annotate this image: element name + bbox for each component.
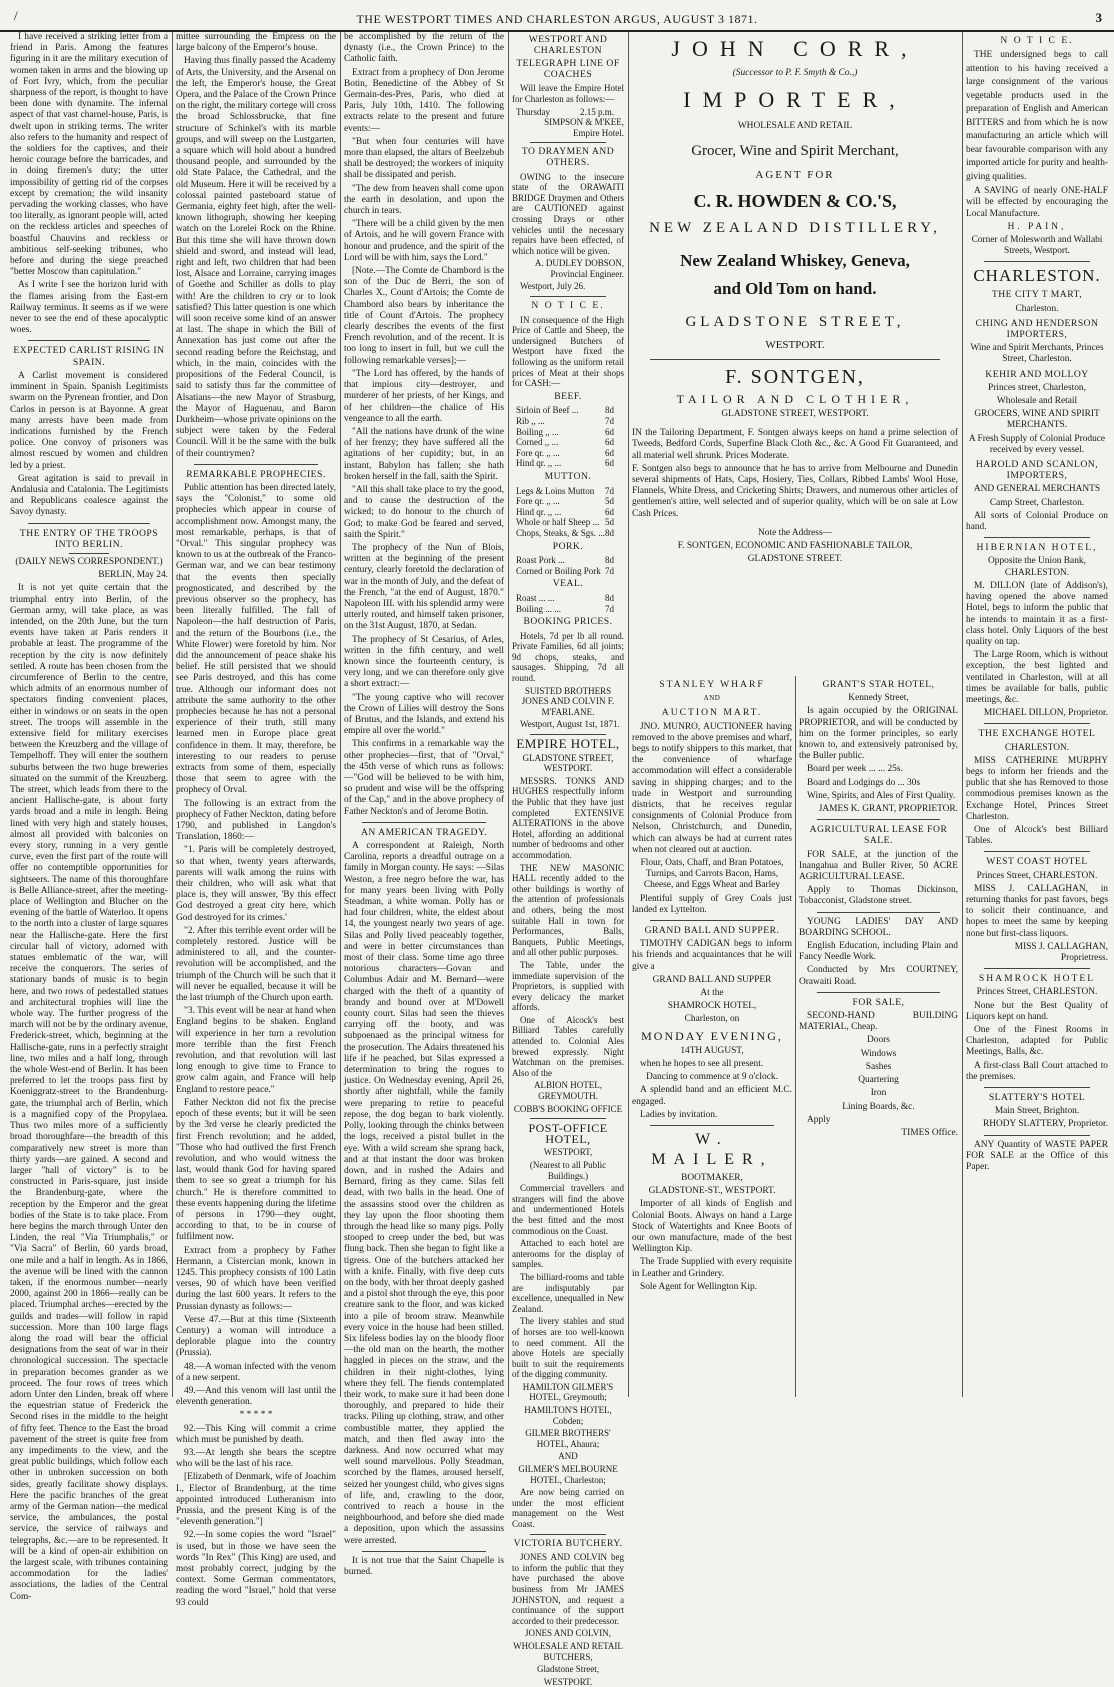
prophecy-paragraph: This confirms in a remarkable way the other prophecies—first, that of "Orval," the 45th verse of which runs as follows:—"God will be believed to be with him, so prudent and wise will be the offspring of the Cap," and in the above prophecy of Father Neckton's and of Jerome Botin. bbox=[344, 739, 504, 817]
for-sale-text: SECOND-HAND BUILDING MATERIAL, Cheap. bbox=[799, 1011, 958, 1033]
prophecy-paragraph: "3. This event will be near at hand when England begins to be shaken. England will experience in her turn a revolution more terrible than the first French revolution, and that revolution will last long enough to give time to France to grow calm again, and France will help England to restore peace." bbox=[176, 1006, 336, 1095]
corr-sontgen-ads bbox=[632, 32, 958, 672]
headline-prophecies: REMARKABLE PROPHECIES. bbox=[186, 468, 326, 480]
butchers-signature: SUISTED BROTHERS JONES AND COLVIN F. M'FARLANE. bbox=[521, 685, 615, 717]
hotel-list-item: HAMILTON GILMER'S HOTEL, Greymouth; bbox=[522, 1381, 614, 1403]
sale-item: Lining Boards, &c. bbox=[842, 1101, 915, 1112]
price-item: Legs & Loins Mutton bbox=[516, 485, 595, 496]
auction-mart-title: AUCTION MART. bbox=[661, 707, 763, 719]
grand-ball-text-2: when he hopes to see all present. bbox=[640, 1058, 764, 1069]
grand-ball-at: At the bbox=[700, 988, 724, 999]
victoria-butchery-sig: JONES AND COLVIN, bbox=[525, 1628, 611, 1639]
prophecy-verse: Verse 47.—But at this time (Sixteenth Century) a woman will introduce a deplorable plague into the country (Prussia). bbox=[176, 1314, 336, 1359]
column-4 bbox=[512, 32, 624, 1687]
saint-chapelle-note: It is not true that the Saint Chapelle is burned. bbox=[344, 1555, 504, 1578]
column-rule bbox=[340, 32, 341, 1397]
column-3 bbox=[344, 32, 504, 1578]
divider bbox=[984, 1135, 1090, 1136]
sale-item: Quartering bbox=[858, 1075, 899, 1086]
saving-text: A SAVING of nearly ONE-HALF will be effected by encouraging the Local Manufacture. bbox=[966, 186, 1108, 219]
sale-item: Doors bbox=[867, 1035, 890, 1046]
column-6 bbox=[966, 32, 1108, 1399]
prophecy-paragraph: "The dew from heaven shall come upon the earth in desolation, and upon the church in tears. bbox=[344, 183, 504, 217]
butchers-notice-title: N O T I C E. bbox=[531, 300, 605, 312]
divider bbox=[530, 296, 606, 297]
slattery-street: Main Street, Brighton. bbox=[994, 1106, 1080, 1117]
price-value: 8d bbox=[605, 592, 614, 603]
price-value: 8d bbox=[605, 527, 614, 538]
berlin-continued: mittee surrounding the Empress on the large balcony of the Emperor's house. bbox=[176, 32, 336, 54]
price-row bbox=[512, 604, 624, 615]
distillery-title: NEW ZEALAND DISTILLERY, bbox=[649, 219, 941, 236]
stars-separator: * * * * * bbox=[239, 1410, 273, 1421]
prophecy-paragraph: Public attention has been directed lately, says the "Colonist," to some old prophecies which appear in course of accomplishment now. Amongst many, the most remarkable, perhaps, is that of "Orval." This singular prophecy was known to us at the outbreak of the Franco-German war, and we can bear testimony that the events then specially prognosticated, and described by the previous observer so the prophecy, has been literally fulfilled. The fall of Napoleon—the half destruction of Paris, and the return of the Bourbons (i.e., the White Flower) were foretold by him. Nor did the announcement of peace shake his belief. He still persisted that we should see Paris destroyed, and this has come true. Although our informant does not attribute the same authority to the other prophecies because he has not a personal experience of their truth, still many learned men in Europe place great confidence in them. It may, therefore, be interesting to our readers to peruse extracts from some of them, especially those that seem to agree with the prophecy of Orval. bbox=[176, 482, 336, 796]
price-item: Roast Pork ... bbox=[516, 555, 565, 566]
price-item: Roast ... ... bbox=[516, 592, 555, 603]
pork-price-list bbox=[512, 555, 624, 576]
john-corr-title: JOHN CORR, bbox=[671, 36, 919, 61]
column-rule bbox=[962, 32, 963, 1397]
price-row bbox=[512, 427, 624, 438]
divider bbox=[362, 822, 486, 823]
whiskey-line: New Zealand Whiskey, Geneva, bbox=[680, 250, 910, 270]
victoria-butchery-sig-3: Gladstone Street, bbox=[537, 1664, 599, 1675]
exchange-hotel-title: THE EXCHANGE HOTEL bbox=[978, 728, 1096, 740]
sale-apply: Apply bbox=[807, 1114, 831, 1125]
price-row bbox=[512, 496, 624, 507]
column-rule bbox=[172, 32, 173, 1397]
veal-heading: VEAL. bbox=[552, 578, 584, 590]
price-row bbox=[512, 528, 624, 539]
price-row bbox=[512, 405, 624, 416]
column-5a bbox=[632, 676, 792, 1399]
price-item: Fore qr. ,, ... bbox=[516, 447, 560, 458]
coach-day: Thursday bbox=[516, 106, 550, 117]
hotel-list-item: AND bbox=[558, 1451, 578, 1462]
divider bbox=[362, 1551, 486, 1552]
price-value: 6d bbox=[605, 458, 614, 469]
prophecy-continued: be accomplished by the return of the dynasty (i.e., the Crown Prince) to the Catholic faith. bbox=[344, 32, 504, 65]
hibernian-subtitle: Opposite the Union Bank, CHARLESTON. bbox=[988, 556, 1086, 578]
harold-merchants: AND GENERAL MERCHANTS bbox=[973, 484, 1101, 495]
pain-name: H. PAIN, bbox=[1007, 221, 1067, 232]
price-item: Chops, Steaks, & Sgs. ... bbox=[516, 527, 606, 538]
draymen-signature: A. DUDLEY DOBSON, Provincial Engineer. bbox=[534, 258, 624, 279]
price-value: 6d bbox=[605, 506, 614, 517]
agricultural-lease-title: AGRICULTURAL LEASE FOR SALE. bbox=[809, 824, 948, 847]
prophecy-paragraph: "But when four centuries will have more than elapsed, the altars of Beelzebub shall be destroyed; the workers of iniquity shall be dissipated and perish. bbox=[344, 136, 504, 181]
victoria-butchery-title: VICTORIA BUTCHERY. bbox=[513, 1537, 623, 1549]
draymen-text: OWING to the insecure state of the ORAWAITI BRIDGE Draymen and Others are CAUTIONED against crossing Drays or other vehicles until the necessary repairs have been effected, of which notice will be given. bbox=[512, 171, 624, 256]
mailer-title: W. MAILER, bbox=[651, 1130, 773, 1168]
howden-title: C. R. HOWDEN & CO.'S, bbox=[693, 190, 897, 211]
bitters-notice-text: THE undersigned begs to call attention to his having received a large consignment of the various vegetable products used in the preparation of English and American BITTERS and from which he is now manufacturing an article which will bear favourable comparison with any imported article for purity and health-giving qualities. bbox=[966, 50, 1108, 182]
empire-hotel-text-4: One of Alcock's best Billiard Tables carefully attended to. Colonial Ales brewed expressly. Night Watchman on the premises. Also of the bbox=[512, 1014, 624, 1078]
empire-hotel-text-2: THE NEW MASONIC HALL recently added to the other buildings is worthy of the attention of professionals and others, being the most suitable Hall in town for Performances, Balls, Banquets, Public Meetings, and all other public purposes. bbox=[512, 862, 624, 958]
carlist-paragraph: A Carlist movement is considered imminent in Spain. Spanish Legitimists swarm on the Pyrenean frontier, and Don Carlos in person is at Bayonne. A great many arrests have been made from indications furnished by the French police. One convoy of prisoners was almost rescued by women and children led by a priest. bbox=[10, 370, 168, 471]
butchers-notice-text: IN consequence of the High Price of Cattle and Sheep, the undersigned Butchers of Westport have fixed the following as the uniform retail prices of Meat at their shops for CASH:— bbox=[512, 314, 624, 389]
price-row bbox=[512, 566, 624, 577]
price-value: 8d bbox=[605, 405, 614, 416]
headline-berlin: THE ENTRY OF THE TROOPS INTO BERLIN. bbox=[19, 527, 159, 550]
column-1 bbox=[10, 32, 168, 1602]
dillon-signature: MICHAEL DILLON, Proprietor. bbox=[983, 708, 1108, 719]
price-row bbox=[512, 555, 624, 566]
young-ladies-text: English Education, including Plain and Fancy Needle Work. bbox=[799, 941, 958, 963]
exchange-hotel-town: CHARLESTON. bbox=[1004, 742, 1070, 753]
old-tom-line: and Old Tom on hand. bbox=[713, 278, 877, 298]
grant-hotel-street: Kennedy Street, bbox=[848, 693, 909, 704]
headline-tragedy: AN AMERICAN TRAGEDY. bbox=[360, 826, 488, 838]
coach-time: 2.15 p.m. bbox=[579, 106, 614, 117]
city-t-mart-town: Charleston. bbox=[1015, 303, 1059, 314]
price-value: 8d bbox=[605, 555, 614, 566]
post-office-hotel-text-3: The billiard-rooms and table are indisputably par excellence, unequalled in New Zealand. bbox=[512, 1271, 624, 1314]
sontgen-economic: F. SONTGEN, ECONOMIC AND FASHIONABLE TAILOR, bbox=[677, 541, 913, 552]
slattery-signature: RHODY SLATTERY, Proprietor. bbox=[982, 1119, 1108, 1130]
kehir-street: Princes street, Charleston, bbox=[988, 382, 1086, 393]
john-corr-successor: (Successor to P. F. Smyth & Co.,) bbox=[732, 68, 858, 78]
sontgen-text-2: F. Sontgen also begs to announce that he has to arrive from Melbourne and Dunedin several shipments of Hats, Caps, Hosiery, Ties, Collars, Ribbed Lambs' Wool Hose, Flannels, White Dress, and Cricketing Shirts; Drawers, and numerous other articles of gentlemen's attire, well selected and of superior quality, which will be on sale at Low Cash Prices. bbox=[632, 463, 958, 519]
young-ladies-conducted: Conducted by Mrs COURTNEY, Orawaiti Road. bbox=[799, 965, 958, 987]
paris-letter-paragraph: I have received a striking letter from a friend in Paris. Among the features figuring in it are the military execution of women taken in arms and the blowing up of Fort Ivry, which, from the peculiar sharpness of the report, is thought to have been done with dynamite. The infernal aspect of that vast charnel-house, Paris, is dwelt upon in striking terms. The writer also refers to the humanity and respect of the soldiers for the captives, and their heroic courage before the barricades, and in doing firemen's duty; the utter impossibility of getting rid of the corpses except by cremation; the wild insanity pervading the working classes, who have too literally, as ignorant people will, acted on the reckless articles and speeches of boastful Chauvins and reckless or ambitious self-seeking tribunes, who before and during the siege preached "better Moscow than capitulation." bbox=[10, 32, 168, 278]
divider bbox=[530, 1534, 606, 1535]
column-5b bbox=[799, 676, 958, 1399]
munro-produce: Flour, Oats, Chaff, and Bran Potatoes, Turnips, and Carrots Bacon, Hams, Cheese, and Eggs Wheat and Barley bbox=[640, 858, 784, 891]
munro-coal: Plentiful supply of Grey Coals just landed ex Lyttelton. bbox=[632, 893, 792, 915]
grand-ball-name: GRAND BALL AND SUPPER bbox=[652, 974, 772, 985]
sontgen-title: F. SONTGEN, bbox=[725, 365, 865, 388]
prophecy-verse: 48.—A woman infected with the venom of a new serpent. bbox=[176, 1361, 336, 1383]
post-office-hotel-text-2: Attached to each hotel are anterooms for the display of samples. bbox=[512, 1238, 624, 1270]
prophecy-paragraph: The prophecy of St Cesarius, of Arles, written in the fifth century, and well known since the fourteenth century, is very long, and we can therefore only give a short extract:— bbox=[344, 634, 504, 690]
grand-ball-text-5: Ladies by invitation. bbox=[640, 1109, 718, 1120]
column-rule bbox=[628, 32, 629, 1397]
coach-ad-text: Will leave the Empire Hotel for Charleston as follows:— bbox=[512, 83, 624, 104]
shamrock-text-3: A first-class Ball Court attached to the premises. bbox=[966, 1060, 1108, 1082]
ching-title: CHING AND HENDERSON IMPORTERS, bbox=[975, 317, 1099, 341]
grant-signature: JAMES K. GRANT, PROPRIETOR. bbox=[818, 804, 958, 815]
price-row bbox=[512, 437, 624, 448]
empire-hotel-title: EMPIRE HOTEL, bbox=[516, 736, 620, 752]
post-office-hotel-text: Commercial travellers and strangers will find the above and undermentioned Hotels the best fitted and the most commodious on the Coast. bbox=[512, 1183, 624, 1236]
harold-street: Camp Street, Charleston. bbox=[989, 497, 1085, 508]
post-office-hotel-text-4: The livery stables and stud of horses are too well-known to need comment. All the above Hotels are specially built to suit the requirements of the digging community. bbox=[512, 1316, 624, 1380]
price-value: 7d bbox=[605, 416, 614, 426]
murphy-text-2: One of Alcock's best Billiard Tables. bbox=[966, 824, 1108, 847]
prophecy-verse: 92.—In some copies the word "Israel" is used, but in those we have seen the words "In Rex" (This King) are used, and most probably correct, judging by the context. Some German commentators, reading the word "Israel," hold that verse 93 could bbox=[176, 1530, 336, 1608]
callaghan-text: MISS J. CALLAGHAN, in returning thanks for past favors, begs to solicit their continuance, and hopes to meet the same by keeping none but first-class liquors. bbox=[966, 883, 1108, 939]
prophecy-paragraph: Father Neckton did not fix the precise epoch of these events; but it will be seen by the 3rd verse he clearly predicted the first French revolution; and he added, "Those who had outlived the first French revolution, and who would witness the last, would thank God for having spared them to see so great a triumph for his church." He is therefore committed to these events happening during the lifetime of persons in 1790—they ought, according to that, to be in course of fulfilment now. bbox=[176, 1097, 336, 1243]
dillon-text: M. DILLON (late of Addison's), having opened the above named Hotel, begs to inform the public that he intends to maintain it as a first-class hotel. Only Liquors of the best quality on tap. bbox=[966, 580, 1108, 647]
divider bbox=[817, 819, 940, 820]
empire-hotel-text: MESSRS. TONKS AND HUGHES respectfully inform the Public that they have just completed EXTENSIVE ALTERATIONS in the above Hotel, affording an additional number of bedrooms and other accommodation. bbox=[512, 775, 624, 860]
pork-heading: PORK. bbox=[552, 540, 584, 552]
prophecy-verse: 93.—At length she bears the sceptre who will be the last of his race. bbox=[176, 1447, 336, 1470]
prophecy-note: [Note.—The Comte de Chambord is the son of the Duc de Berri, the son of Charles X., Count d'Artois; the Comte de Chambord also bears by inheritance the title of Count d'Artois. The prophecy clearly describes the events of the first French revolution, and of the recent. It is too long to insert in full, but we cull the following remarkable verses];— bbox=[344, 266, 504, 366]
divider bbox=[984, 537, 1090, 538]
post-office-hotel-town: WESTPORT, bbox=[543, 1147, 593, 1158]
city-t-mart: THE CITY T MART, bbox=[991, 289, 1083, 301]
young-ladies-school: YOUNG LADIES' DAY AND BOARDING SCHOOL. bbox=[799, 916, 958, 938]
coach-schedule-row bbox=[512, 107, 624, 118]
harold-title: HAROLD AND SCANLON, IMPORTERS, bbox=[975, 459, 1099, 482]
note-address: Note the Address— bbox=[758, 527, 832, 538]
hotel-list-item: GILMER BROTHERS' HOTEL, Ahaura; bbox=[525, 1428, 611, 1449]
booking-text: Hotels, 7d per lb all round. Private Families, 6d all joints; 9d chops, steaks, and sausages. Shipping, 7d all round. bbox=[512, 630, 624, 684]
grand-ball-title: GRAND BALL AND SUPPER. bbox=[644, 925, 780, 937]
prophecy-paragraph: Extract from a prophecy of Don Jerome Botin, Benedictine of the Abbey of St Germain-des-Pres, Paris, who died at Paris, July 10th, 1410. The following extracts relate to the present and future events:— bbox=[344, 67, 504, 134]
beef-heading: BEEF. bbox=[554, 390, 582, 402]
kehir-supply: A Fresh Supply of Colonial Produce received by every vessel. bbox=[968, 433, 1106, 455]
beef-price-list bbox=[512, 405, 624, 469]
draymen-title: TO DRAYMEN AND OTHERS. bbox=[521, 146, 615, 168]
callaghan-signature: MISS J. CALLAGHAN, Proprietress. bbox=[1014, 941, 1108, 963]
prophecy-paragraph: "All the nations have drunk of the wine of her frenzy; they have suffered all the agitations of her cupidity; but, in an instant, Babylon has fallen; she hath broken herself in the fall, saith the Spirit. bbox=[344, 426, 504, 482]
charleston-heading: CHARLESTON. bbox=[973, 266, 1101, 286]
kehir-title: KEHIR AND MOLLOY bbox=[985, 368, 1089, 380]
divider bbox=[984, 723, 1090, 724]
price-item: Boiling ... ... bbox=[516, 603, 562, 614]
divider bbox=[817, 912, 940, 913]
price-item: Sirloin of Beef ... bbox=[516, 405, 579, 416]
waste-paper-ad: ANY Quantity of WASTE PAPER FOR SALE at the Office of this Paper. bbox=[966, 1139, 1108, 1173]
dillon-text-2: The Large Room, which is without exception, the best lighted and ventilated in Charleston, will at all times be available for balls, public meetings, &c. bbox=[966, 650, 1108, 705]
divider bbox=[530, 1118, 606, 1119]
prophecy-verse: 92.—This King will commit a crime which must be punished by death. bbox=[176, 1423, 336, 1445]
veal-price-list bbox=[512, 593, 624, 614]
mailer-text-2: The Trade Supplied with every requisite in Leather and Grindery. bbox=[632, 1257, 792, 1279]
price-item: Boiling ,, ... bbox=[516, 426, 559, 437]
price-row bbox=[512, 593, 624, 604]
masthead-bar bbox=[0, 6, 1114, 32]
west-coast-hotel-street: Princes Street, CHARLESTON. bbox=[976, 870, 1098, 881]
prophecy-paragraph: "1. Paris will be completely destroyed, so that when, twenty years afterwards, parents will walk among the ruins with their children, who will ask what that place is, they will answer, 'By this effect God destroyed a great city here, which God destroyed for its crimes.' bbox=[176, 845, 336, 923]
grant-hotel-title: GRANT'S STAR HOTEL, bbox=[822, 679, 935, 690]
prophecy-paragraph: "There will be a child given by the men of Artois, and he will govern France with honour and prudence, and the spirit of the Lord will be with him, says the Lord." bbox=[344, 219, 504, 263]
shamrock-hotel-street: Princes Street, CHARLESTON. bbox=[976, 987, 1098, 998]
page-number: 3 bbox=[1095, 10, 1102, 25]
divider bbox=[530, 142, 606, 143]
price-value: 7d bbox=[605, 565, 614, 576]
bitters-notice-title: N O T I C E. bbox=[1000, 35, 1074, 46]
carlist-paragraph-2: Great agitation is said to prevail in Andalusia and Catalonia. The Legitimists and Republicans coalesce against the Savoy dynasty. bbox=[10, 473, 168, 518]
divider bbox=[650, 920, 774, 921]
sale-office: TIMES Office. bbox=[901, 1127, 958, 1138]
draymen-date: Westport, July 26. bbox=[520, 281, 586, 292]
ching-text: Wine and Spirit Merchants, Princes Street, Charleston. bbox=[970, 343, 1104, 365]
grand-ball-text-4: A splendid band and an efficient M.C. engaged. bbox=[632, 1085, 792, 1107]
coach-ad-subtitle: TELEGRAPH LINE OF COACHES bbox=[516, 58, 620, 80]
correspondent-line: (DAILY NEWS CORRESPONDENT.) bbox=[15, 556, 163, 567]
divider bbox=[194, 464, 318, 465]
victoria-butchery-text: JONES AND COLVIN beg to inform the public that they have purchased the above business from Mr JAMES JOHNSTON, and request a continuance of the support accorded to their predecessor. bbox=[512, 1552, 624, 1626]
grand-ball-text: TIMOTHY CADIGAN begs to inform his friends and acquaintances that he will give a bbox=[632, 939, 792, 972]
column-rule bbox=[508, 32, 509, 1397]
victoria-butchery-sig-4: WESTPORT. bbox=[543, 1676, 593, 1687]
price-item: Fore qr. ,, ... bbox=[516, 496, 560, 507]
slattery-hotel-title: SLATTERY'S HOTEL bbox=[988, 1092, 1086, 1104]
berlin-paragraph: Having thus finally passed the Academy of Arts, the University, and the Arsenal on the left, the Emperor's house, the Great Opera, and the Palace of the Crown Prince on the right, the military cortege will cross the broad Schlossbrucke, that fine structure of Schinkel's with its marble groups, and will sweep on the Lustgarten, a square which will hold about a hundred thousand people, and surrounded by the old State Palace, the Cathedral, and the old Museum. Here it will be received by a colossal painted pasteboard statue of Germania, eighty feet high, after the well-known lithograph, showing her keeping watch on the Lorelei Rock on the Rhine. But this time she will have thrown down shield and sword, and instead will lead, right and left, two children that had been lost, Alsace and Lorraine, carrying images of Goethe and Schiller as dolls to play with! Are the children to cry or to look satisfied? This latter question is one which will soon receive some kind of an answer at last. The shape in which the Bill of Annexation has just come out after the second reading before the Reichstag, and which, in the main, coincides with the propositions of the Federal Council, is said to satisfy thus far the committee of Alsatians—the new Mayor of Strasburg, the Mayor of Haguenau, and Baron Durkheim—whose private opinions on the subject were taken by the Federal Council. Will it be the same with the bulk of their countrymen? bbox=[176, 56, 336, 459]
shamrock-text: None but the Best Quality of Liquors kept on hand. bbox=[966, 1000, 1108, 1022]
short-rule bbox=[69, 553, 109, 554]
mutton-price-list bbox=[512, 486, 624, 539]
price-item: Rib ,, ... bbox=[516, 416, 545, 426]
mailer-address: GLADSTONE-ST., WESTPORT. bbox=[648, 1186, 776, 1197]
hotel-list-item: GILMER'S MELBOURNE HOTEL, Charleston; bbox=[518, 1464, 618, 1485]
berlin-dateline: BERLIN, May 24. bbox=[98, 570, 168, 581]
price-value: 6d bbox=[605, 447, 614, 458]
grand-ball-town: Charleston, on bbox=[684, 1014, 740, 1025]
price-row bbox=[512, 458, 624, 469]
tragedy-article: A correspondent at Raleigh, North Carolina, reports a dreadful outrage on a family in Morgan county. He says: —Silas Weston, a free negro before the war, has for many years been living with Polly Steadman, a white woman. Polly has or had four children, white, the eldest about 14, the youngest nearly two years of age. Silas and Polly lived peaceably together, and were in better circumstances than most of their class. Some time ago three notorious characters—Govan and Columbus Adair and M. Bernard—were charged with the theft of a quantity of brandy and bound over at M'Dowell county court. Silas had seen the thieves carrying off the booty, and was subpoenaed as the principal witness for the prosecution. The Adairs threatened his life if he peached, but Silas expressed a determination to bring the rogues to justice. On Wednesday evening, April 26, shortly after nightfall, while the family were preparing to retire to peaceful repose, the dog began to bark violently. Polly, looking through the chinks between the logs, received a pistol bullet in the eye. With a wild scream she sprang back, and at that instant the door was broken down, and in rushed the Adairs and Bernard, firing as they came. Silas fell dead, with two balls in the head. One of the assassins stood over the children as they lay upon the floor shooting them through the head like so many pigs. Polly stooped to creep under the bed, but was flung back. Then she began to fight like a tigress. One of the butchers attacked her with a knife. Finally, with five deep cuts on the body, with her throat deeply gashed and a pistol shot through the eye, this poor creature sank to the floor, and was kicked into a pile of broom straw. Meanwhile every voice in the house had been stilled. Six lifeless bodies lay on the bloody floor—the old man on the hearth, the mother haggled in pieces on the straw, and the children in their night-clothes, lying where they fell. The fiends contemplated their work, to make sure it had been done thoroughly, and prepared to hide their tracks. Piling up clothing, straw, and other combustible matter, they applied the match, and then fled away into the darkness. And now occurred what may well sound marvellous. Polly Steadman, scorched by the flames, aroused herself, seized her youngest child, who gives signs of life, and, crawling to the door, contrived to reach a house in the neighbourhood, and before she died made a deposition, upon which the assassins were arrested. bbox=[344, 841, 504, 1546]
price-item: Corned ,, ... bbox=[516, 437, 559, 448]
hibernian-title: HIBERNIAN HOTEL, bbox=[976, 542, 1098, 554]
prophecy-paragraph: "2. After this terrible event order will be completely restored. Justice will be administered to all, and the counter-revolution will be accomplished, and the triumph of the Church will be such that it will never be equalled, because it will be the last triumph of the Church upon earth. bbox=[176, 925, 336, 1004]
price-item: Whole or half Sheep ... bbox=[516, 517, 600, 528]
booking-heading: BOOKING PRICES. bbox=[523, 616, 613, 628]
column-2 bbox=[176, 32, 336, 1608]
grant-hotel-text-2: Wine, Spirits, and Ales of First Quality. bbox=[807, 790, 956, 801]
wholesale-retail: WHOLESALE AND RETAIL bbox=[737, 121, 853, 132]
price-row bbox=[512, 486, 624, 497]
price-row bbox=[512, 416, 624, 427]
mailer-text: Importer of all kinds of English and Colonial Boots. Always on hand a Large Stock of Watertights and Knee Boots of our own manufacture, made of the best Wellington Kip. bbox=[632, 1199, 792, 1255]
post-office-hotel-text-5: Are now being carried on under the most efficient management on the West Coast. bbox=[512, 1487, 624, 1529]
berlin-article: It is not yet quite certain that the triumphal entry into Berlin, of the German army, will take place, as was intended, on the 20th June, but the turn events have taken at Paris renders it probable at least. The programme of the reception by the city is now definitely settled. A route has been chosen from the circumference of Berlin to the centre, which admits of an enormous number of spectators finding convenient places, either in windows or on seats in the open street. The troops will assemble in the extensive field for military exercises between the Kreuzberg and the village of Tempelhoff. They will enter the southern suburbs between the two huge breweries situated on the summit of the Kreuzberg. The street, which leads from there to the ancient Hallische-gate, is about forty yards broad and a mile in length. Being lined with very high and stately houses, almost all provided with balconies on every story, running in a very gentle curve, even the first part of the route will offer no contemptible opportunities for sightseers. The name of this thoroughfare is Belle Alliance-street, after the meeting-place of Wellington and Blucher on the evening of the battle of Waterloo. It opens to the north into a cluster of large squares near the Hallische-gate. Here the first circular hall of victory, adorned with statues emblematic of the war, will receive the conquerors. The series of stationary bands of music is to begin here, and two rows of pedestalled statues and architectural trophies will line the whole way. The further progress of the march will not be by the ordinary avenue, Frederick-street, which, beginning at the Hallische-gate, runs in a perfectly straight line, two miles and a half long, through the whole West-end of Berlin. It has been preferred to let the troops pass first by Koeniggratz-street to the Brandenburg-gate, the triumphal arch of Berlin, which is a magnified copy of the Propylaea. Thus two miles more of a sufficiently broad thoroughfare—the breadth of this comparatively new street is more than thirty yards—are gained. A second and larger "hall of victory" is to be constructed in Paris-square, just inside the Brandenburg-gate, where the reception by the Emperor and the great bodies of the State is to take place. From here begins the march through Unter den Linden, the real "Via Triumphalis," or "Via Sacra" of Berlin, 60 yards broad, one mile and a half in length. As in 1866, the avenue will be lined with the cannon taken, if the enormous number—nearly 2000, against 200 in 1866—really can be placed. Triumphal arches—erected by the guilds and trades—will follow in rapid succession. More than 100 large flags along the road will bear the official designations from the seat of war in their chronological succession. The spectacle in preparation becomes grander as we proceed. The four rows of trees which adorn Unter den Linden, break off where the equestrian statue of Frederick the Second rises in the middle to the height of fifty feet. Thence to the East the broad pavement of the street is quite free from any impediments to the view, and the great public buildings, which follow each other in unbroken succession on both sides, greatly facilitate showy displays. Here the pacific branches of the great army of the German nation—the medical service, the ambulances, the postal service, the service of railways and telegraphs, &c.—are to be represented. It will be a kind of open-air exhibition on the largest scale, with tribunes containing accommodation for the ladies' associations, the ladies of the Central Com- bbox=[10, 583, 168, 1602]
coach-ad-title: WESTPORT AND CHARLESTON bbox=[528, 34, 608, 56]
prophecy-paragraph: Extract from a prophecy by Father Hermann, a Cistercian monk, known in 1245. This prophecy consists of 100 Latin verses, 90 of which have been verified during the last 600 years. It refers to the Prussian dynasty as follows:— bbox=[176, 1245, 336, 1312]
hotel-list-item: HAMILTON'S HOTEL, Cobden; bbox=[524, 1405, 612, 1426]
mutton-heading: MUTTON. bbox=[544, 470, 592, 482]
price-item: Corned or Boiling Pork bbox=[516, 565, 601, 576]
shamrock-hotel-title: SHAMROCK HOTEL bbox=[978, 973, 1096, 985]
shamrock-text-2: One of the Finest Rooms in Charleston, adapted for Public Meetings, Balls, &c. bbox=[966, 1025, 1108, 1058]
price-value: 5d bbox=[605, 517, 614, 528]
sontgen-text: IN the Tailoring Department, F. Sontgen always keeps on hand a prime selection of Tweeds, Bedford Cords, Superfine Black Cloth &c., &c. A Good Fit Guaranteed, and all material well shrunk. Prices Moderate. bbox=[632, 428, 958, 461]
prophecy-paragraph: The following is an extract from the prophecy of Father Neckton, dating before 1790, and published in Langdon's Translation, 1860:— bbox=[176, 798, 336, 843]
price-item: Hind qr. ,, ... bbox=[516, 506, 562, 517]
cobbs-office: COBB'S BOOKING OFFICE bbox=[513, 1103, 623, 1114]
divider bbox=[984, 1087, 1090, 1088]
post-office-hotel-title: POST-OFFICE HOTEL, bbox=[528, 1121, 608, 1146]
westport-line: WESTPORT. bbox=[765, 338, 825, 351]
divider bbox=[984, 968, 1090, 969]
paris-letter-paragraph-2: As I write I see the horizon lurid with the flames arising from the East-ern Railway terminus. It seems as if we were never to see the end of these apocalyptic woes. bbox=[10, 280, 168, 336]
grand-ball-hotel: SHAMROCK HOTEL, bbox=[667, 1001, 757, 1012]
murphy-text: MISS CATHERINE MURPHY begs to inform her friends and the public that she has Removed to those commodious premises known as the Exchange Hotel, Princes Street Charleston. bbox=[966, 755, 1108, 822]
masthead-title: THE WESTPORT TIMES AND CHARLESTON ARGUS, AUGUST 3 1871. bbox=[356, 12, 758, 26]
harold-produce: All sorts of Colonial Produce on hand. bbox=[966, 510, 1108, 533]
sale-item: Windows bbox=[860, 1048, 897, 1059]
west-coast-hotel-title: WEST COAST HOTEL bbox=[986, 856, 1088, 868]
price-item: Hind qr. ,, ... bbox=[516, 458, 562, 469]
grocer-line: Grocer, Wine and Spirit Merchant, bbox=[691, 143, 899, 160]
headline-carlist: EXPECTED CARLIST RISING IN SPAIN. bbox=[13, 345, 165, 368]
tailor-clothier: TAILOR AND CLOTHIER, bbox=[676, 391, 914, 406]
pain-address: Corner of Molesworth and Wallabi Streets, Westport. bbox=[971, 235, 1103, 257]
divider bbox=[530, 734, 606, 735]
kehir-wholesale: Wholesale and Retail bbox=[996, 396, 1078, 407]
divider bbox=[984, 261, 1090, 262]
prophecy-note: [Elizabeth of Denmark, wife of Joachim I., Elector of Brandenburg, at the time appointed introduced Lutheranism into Prussia, and the present King is of the "eleventh generation."] bbox=[176, 1472, 336, 1528]
price-row bbox=[512, 448, 624, 459]
prophecy-paragraph: "The young captive who will recover the Crown of Lilies will destroy the Sons of Brutus, and the Islands, and extend his empire all over the world." bbox=[344, 692, 504, 737]
divider bbox=[650, 359, 940, 360]
prophecy-paragraph: The prophecy of the Nun of Blois, written at the beginning of the present century, clearly foretold the declaration of war in the month of July, and the defeat of the French, "at the end of August, 1870." Napoleon III. with his splendid army were utterly routed, and himself taken prisoner, on the 31st August, 1870, at Sedan. bbox=[344, 542, 504, 632]
kehir-grocers: GROCERS, WINE AND SPIRIT MERCHANTS. bbox=[974, 409, 1100, 431]
price-value: 5d bbox=[605, 496, 614, 507]
board-and-lodging: Board and Lodgings do ... 30s bbox=[807, 777, 921, 788]
price-value: 7d bbox=[605, 485, 614, 496]
gladstone-street: GLADSTONE STREET, bbox=[685, 313, 905, 330]
empire-hotel-address: GLADSTONE STREET, WESTPORT. bbox=[522, 752, 614, 774]
agent-for: AGENT FOR bbox=[755, 169, 835, 182]
coach-signature: SIMPSON & M'KEE, Empire Hotel. bbox=[544, 117, 624, 138]
empire-hotel-text-3: The Table, under the immediate supervision of the Proprietors, is supplied with every delicacy the market affords. bbox=[512, 959, 624, 1013]
for-sale-title: FOR SALE, bbox=[852, 996, 905, 1008]
stanley-wharf-and: AND bbox=[703, 694, 721, 703]
divider bbox=[650, 1125, 774, 1126]
grand-ball-day: MONDAY EVENING, bbox=[641, 1028, 783, 1043]
corner-mark: / bbox=[14, 8, 18, 23]
divider bbox=[984, 851, 1090, 852]
column-rule bbox=[795, 676, 796, 1397]
grand-ball-text-3: Dancing to commence at 9 o'clock. bbox=[646, 1072, 778, 1083]
importer-title: IMPORTER, bbox=[683, 87, 907, 113]
sontgen-street: GLADSTONE STREET. bbox=[747, 554, 843, 565]
prophecy-paragraph: "All this shall take place to try the good, and to cause the destruction of the wicked; to do honour to the church of God; to make God be feared and served, saith the Spirit." bbox=[344, 484, 504, 540]
stanley-wharf-title: STANLEY WHARF bbox=[659, 679, 765, 690]
divider bbox=[28, 340, 150, 341]
prophecy-paragraph: "The Lord has offered, by the hands of that impious city—destroyer, and murderer of her priests, of her Kings, and of her children—the chalice of His vengeance to all the earth. bbox=[344, 368, 504, 424]
butchers-date: Westport, August 1st, 1871. bbox=[520, 719, 620, 730]
price-value: 7d bbox=[605, 603, 614, 614]
munro-text: JNO. MUNRO, AUCTIONEER having removed to the above premises and wharf, begs to notify shippers to this market, that the convenience of wharfage accommodation will effect a considerable saving in shipping charges; and to the trade in Westport and surrounding districts, that he receives regular consignments of Colonial Produce from Nelson, Christchurch, and Dunedin, which can always be had at current rates when not cleared out at auction. bbox=[632, 721, 792, 855]
mailer-text-3: Sole Agent for Wellington Kip. bbox=[640, 1281, 758, 1292]
sale-item: Sashes bbox=[865, 1061, 892, 1072]
price-value: 6d bbox=[605, 426, 614, 437]
price-value: 6d bbox=[605, 437, 614, 448]
agricultural-lease-text: FOR SALE, at the junction of the Inangahua and Buller River, 50 ACRE AGRICULTURAL LEASE. bbox=[799, 849, 958, 883]
grant-hotel-text: Is again occupied by the ORIGINAL PROPRIETOR, and will be conducted by him on the former principles, so early known to, and extensively patronised by, the Buller public. bbox=[799, 706, 958, 762]
agricultural-lease-apply: Apply to Thomas Dickinson, Tobacconist, Gladstone street. bbox=[799, 885, 958, 907]
price-row bbox=[512, 507, 624, 518]
sale-item: Iron bbox=[870, 1088, 887, 1099]
divider bbox=[817, 992, 940, 993]
prophecy-verse: 49.—And this venom will last until the eleventh generation. bbox=[176, 1385, 336, 1408]
post-office-hotel-subtitle: (Nearest to all Public Buildings.) bbox=[529, 1160, 607, 1181]
price-row bbox=[512, 517, 624, 528]
board-per-week: Board per week ... ... 25s. bbox=[807, 764, 903, 775]
albion-hotel: ALBION HOTEL, GREYMOUTH. bbox=[534, 1080, 602, 1102]
grand-ball-date: 14TH AUGUST, bbox=[680, 1045, 744, 1056]
sontgen-address: GLADSTONE STREET, WESTPORT. bbox=[721, 409, 869, 420]
divider bbox=[28, 523, 150, 524]
bootmaker-line: BOOTMAKER, bbox=[681, 1172, 743, 1183]
victoria-butchery-sig-2: WHOLESALE AND RETAIL BUTCHERS, bbox=[513, 1640, 623, 1662]
